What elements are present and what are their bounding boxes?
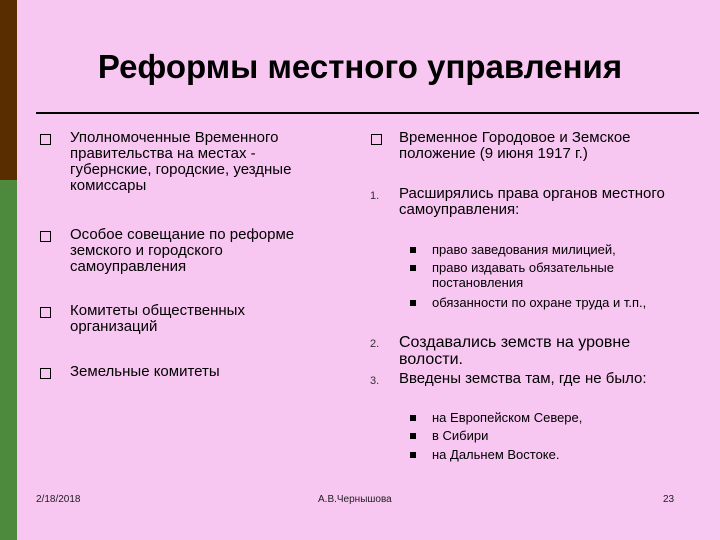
bullet-box-icon: [40, 307, 51, 318]
number-2: 2.: [370, 338, 380, 350]
sub-item-1-1: право заведования милицией,: [432, 242, 616, 257]
sub-item-3-2: в Сибири: [432, 428, 489, 443]
sub-item-3-3: на Дальнем Востоке.: [432, 447, 560, 462]
square-bullet-icon: [410, 265, 416, 271]
footer-date: 2/18/2018: [36, 494, 81, 505]
right-item-3: Введены земства там, где не было:: [399, 370, 647, 387]
left-item-4: Земельные комитеты: [70, 363, 220, 380]
bullet-box-icon: [40, 134, 51, 145]
right-item-2: Создавались земств на уровне волости.: [399, 334, 631, 368]
footer-page-number: 23: [663, 494, 675, 505]
number-1: 1.: [370, 190, 380, 202]
square-bullet-icon: [410, 247, 416, 253]
slide-title: Реформы местного управления: [97, 48, 623, 85]
square-bullet-icon: [410, 415, 416, 421]
bullet-box-icon: [40, 368, 51, 379]
square-bullet-icon: [410, 300, 416, 306]
title-divider: [36, 112, 699, 114]
square-bullet-icon: [410, 452, 416, 458]
sub-item-1-2: право издавать обязательные постановления: [432, 260, 614, 290]
number-3: 3.: [370, 375, 380, 387]
bullet-box-icon: [371, 134, 382, 145]
footer-author: А.В.Чернышова: [318, 494, 392, 505]
right-item-1: Расширялись права органов местного самоуправления:: [399, 185, 665, 218]
sidebar-green-strip: [0, 180, 17, 540]
sidebar-brown-strip: [0, 0, 17, 180]
left-item-1: Уполномоченные Временного правительства на местах - губернские, городские, уездные комиссары: [70, 129, 292, 194]
left-item-3: Комитеты общественных организаций: [70, 302, 245, 335]
right-bullet: Временное Городовое и Земское положение (9 июня 1917 г.): [399, 129, 631, 162]
sub-item-3-1: на Европейском Севере,: [432, 410, 583, 425]
left-item-2: Особое совещание по реформе земского и городского самоуправления: [70, 226, 295, 275]
sub-item-1-3: обязанности по охране труда и т.п.,: [432, 295, 647, 310]
square-bullet-icon: [410, 433, 416, 439]
bullet-box-icon: [40, 231, 51, 242]
